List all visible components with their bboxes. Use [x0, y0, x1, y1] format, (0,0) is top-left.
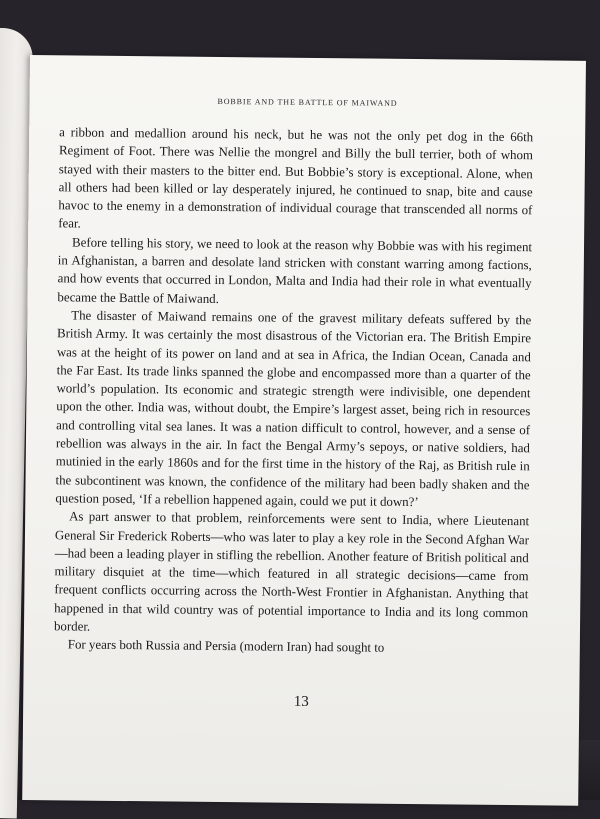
page-number: 13 — [293, 693, 309, 710]
paragraph-4: As part answer to that problem, reinforcements were sent to India, where Lieutenant General Sir Frederick Roberts—who was later to play a key role in the Second Afghan War—had been a leading player in stifling the rebellion. Another feature of British political and military disquiet at the time—which featured in all strategic decisions—came from frequent conflicts occurring across the North-West Frontier in Afghanistan. Anything that happened in that wild country was of potential importance to India and its long common border. — [53, 509, 530, 634]
paragraph-5: For years both Russia and Persia (modern Iran) had sought to — [67, 637, 385, 656]
body-text — [54, 123, 534, 659]
book-page — [22, 55, 586, 806]
paragraph-1: a ribbon and medallion around his neck, but he was not the only pet dog in the 66th Regiment of Foot. There was Nellie the mongrel and Billy the bull terrier, both of whom stayed with their masters to the bitter end. But Bobbie’s story is exceptional. Alone, when all others had been killed or lay desperately injured, he continued to snap, bite and cause havoc to the enemy in a demonstration of individual courage that transcended all norms of fear. — [58, 125, 534, 232]
paragraph-3: The disaster of Maiwand remains one of the gravest military defeats suffered by the British Army. It was certainly the most disastrous of the Victorian era. The British Empire was at the height of its power on land and at sea in Africa, the Indian Ocean, Canada and the Far East. Its trade links spanned the globe and encompassed more than a quarter of the world’s population. Its economic and strategic strength were indivisible, one dependent upon the other. India was, without doubt, the Empire’s largest asset, being rich in resources and controlling vital sea lanes. It was a nation difficult to control, however, and a sense of rebellion was always in the air. In fact the Bengal Army’s sepoys, or native soldiers, had mutinied in the early 1860s and for the first time in the history of the Raj, as British rule in the subcontinent was known, the confidence of the military had been badly shaken and the question posed, ‘If a rebellion happened again, could we put it down?’ — [55, 308, 532, 510]
running-head: BOBBIE AND THE BATTLE OF MAIWAND — [217, 96, 398, 108]
paragraph-2: Before telling his story, we need to look at the reason why Bobbie was with his regiment in Afghanistan, a barren and desolate land stricken with constant warring among factions, and how events that occurred in London, Malta and India had their role in what eventually became the Battle of Maiwand. — [57, 235, 533, 306]
